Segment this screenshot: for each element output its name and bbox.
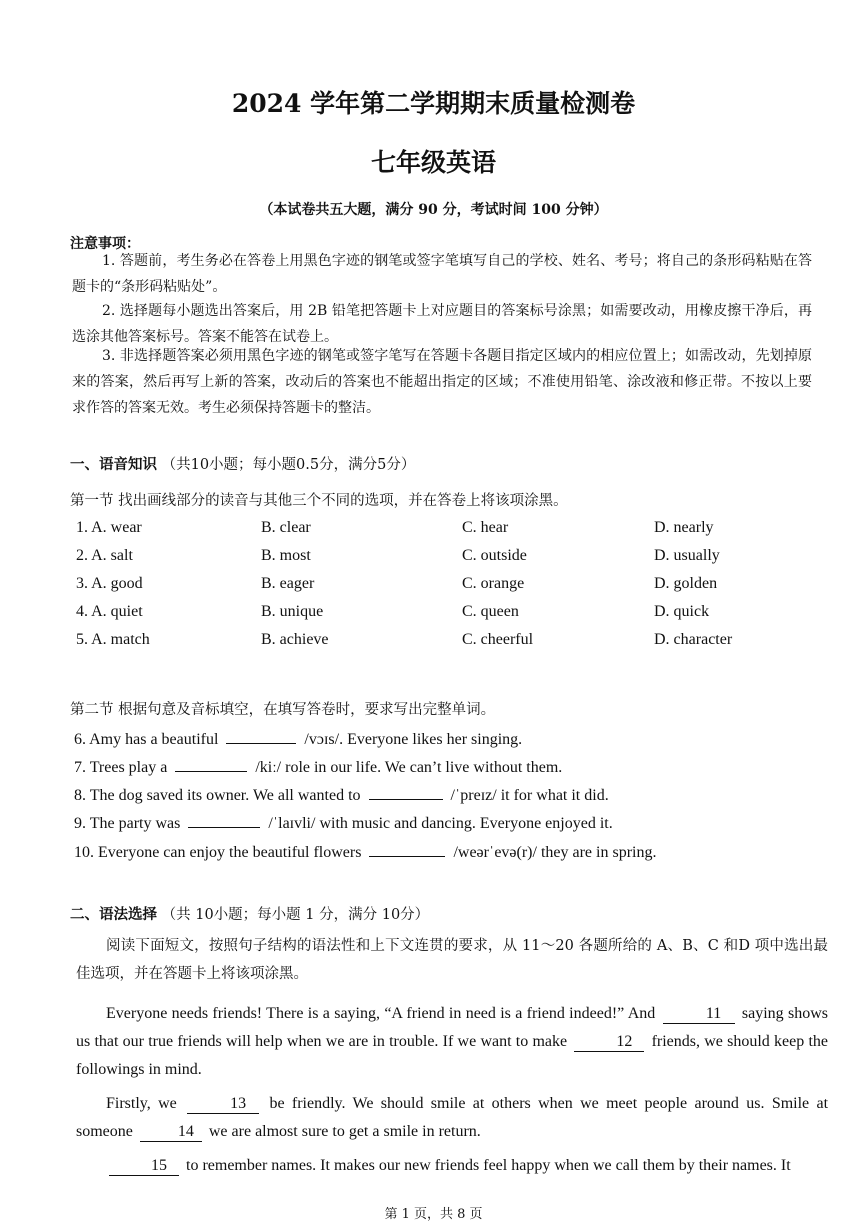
blank-13: 13 xyxy=(187,1095,259,1114)
option-d: D. quick xyxy=(654,603,710,620)
option-b: B. achieve xyxy=(261,631,329,648)
answer-blank xyxy=(188,813,260,828)
note-item-1: 1. 答题前，考生务必在答卷上用黑色字迹的钢笔或签字笔填写自己的学校、姓名、考号；将自己的条形码粘贴在答题卡的“条形码粘贴处”。 xyxy=(72,253,812,295)
fill-item-phonetic: /weərˈevə(r)/ they are in spring. xyxy=(453,844,657,861)
option-c: C. hear xyxy=(462,519,509,536)
section1-info: （共10小题；每小题0.5分，满分5分） xyxy=(161,457,416,473)
option-c: C. cheerful xyxy=(462,631,534,648)
passage-text: be friendly. We should smile at others when we meet people around us. Smile at someone xyxy=(76,1095,829,1140)
fill-item xyxy=(74,785,609,805)
fill-item-text: 9. The party was xyxy=(74,815,181,832)
note-item-3: 3. 非选择题答案必须用黑色字迹的钢笔或签字笔写在答题卡各题目指定区域内的相应位置上；如需改动，先划掉原来的答案，然后再写上新的答案，改动后的答案也不能超出指定的区域；不准使用铅笔、涂改液和修正带。不按以上要求作答的答案无效。考生必须保持答题卡的整洁。 xyxy=(72,348,812,416)
option-a: 5. A. match xyxy=(76,631,150,648)
fill-item-phonetic: /ˈlaɪvli/ with music and dancing. Everyone enjoyed it. xyxy=(268,815,613,832)
passage-text: Firstly, we xyxy=(106,1095,177,1112)
exam-subject: 七年级英语 xyxy=(370,148,496,177)
part2-heading: 第二节 根据句意及音标填空，在填写答卷时，要求写出完整单词。 xyxy=(70,702,496,718)
option-d: D. nearly xyxy=(654,519,714,536)
blank-11: 11 xyxy=(663,1005,735,1024)
option-c: C. orange xyxy=(462,575,525,592)
fill-item xyxy=(74,813,613,833)
blank-12: 12 xyxy=(574,1033,644,1052)
option-d: D. character xyxy=(654,631,733,648)
answer-blank xyxy=(369,842,445,857)
section2-title: 二、语法选择 xyxy=(70,906,157,923)
option-a: 3. A. good xyxy=(76,575,143,592)
section1-heading xyxy=(70,453,415,474)
option-c: C. queen xyxy=(462,603,519,620)
section1-title: 一、语音知识 xyxy=(70,456,157,473)
option-b: B. most xyxy=(261,547,311,564)
fill-item-text: 8. The dog saved its owner. We all wanted to xyxy=(74,787,361,804)
part1-heading: 第一节 找出画线部分的读音与其他三个不同的选项，并在答卷上将该项涂黑。 xyxy=(70,493,568,509)
passage-text: we are almost sure to get a smile in return. xyxy=(208,1123,481,1140)
blank-14: 14 xyxy=(140,1123,202,1142)
notes-heading: 注意事项： xyxy=(70,236,140,252)
page-number: 第 1 页，共 8 页 xyxy=(384,1207,483,1222)
fill-item-phonetic: /vɔɪs/. Everyone likes her singing. xyxy=(304,731,523,748)
fill-item-text: 7. Trees play a xyxy=(74,759,168,776)
passage-text: saying shows us that our true friends will help when we are in trouble. If we want to make xyxy=(76,1005,829,1050)
option-a: 2. A. salt xyxy=(76,547,133,564)
answer-blank xyxy=(226,729,296,744)
option-a: 1. A. wear xyxy=(76,519,142,536)
section2-info: （共 10小题；每小题 1 分，满分 10分） xyxy=(161,907,430,923)
passage-paragraph-3 xyxy=(76,1152,828,1180)
section2-instruction: 阅读下面短文，按照句子结构的语法性和上下文连贯的要求，从 11～20 各题所给的 A、B、C 和D 项中选出最佳选项，并在答题卡上将该项涂黑。 xyxy=(76,938,828,982)
option-a: 4. A. quiet xyxy=(76,603,143,620)
exam-info: （本试卷共五大题，满分 90 分，考试时间 100 分钟） xyxy=(259,202,608,218)
fill-item-text: 10. Everyone can enjoy the beautiful flowers xyxy=(74,844,362,861)
option-c: C. outside xyxy=(462,547,527,564)
section2-heading xyxy=(70,903,429,924)
passage-text: friends, we should keep the followings in mind. xyxy=(76,1033,829,1078)
option-d: D. usually xyxy=(654,547,720,564)
option-b: B. unique xyxy=(261,603,324,620)
passage-text: Everyone needs friends! There is a saying, “A friend in need is a friend indeed!” And xyxy=(106,1005,656,1022)
passage-text: to remember names. It makes our new friends feel happy when we call them by their names. It xyxy=(186,1157,791,1174)
option-b: B. eager xyxy=(261,575,315,592)
fill-item-text: 6. Amy has a beautiful xyxy=(74,731,219,748)
passage-paragraph-1 xyxy=(76,1000,828,1084)
fill-item-phonetic: /kiː/ role in our life. We can’t live without them. xyxy=(255,759,563,776)
option-d: D. golden xyxy=(654,575,718,592)
exam-title: 2024 学年第二学期期末质量检测卷 xyxy=(231,89,636,118)
fill-item xyxy=(74,729,522,749)
answer-blank xyxy=(175,757,247,772)
blank-15: 15 xyxy=(109,1157,179,1176)
option-b: B. clear xyxy=(261,519,311,536)
fill-item xyxy=(74,757,562,777)
passage-paragraph-2 xyxy=(76,1090,828,1146)
answer-blank xyxy=(369,785,443,800)
fill-item xyxy=(74,842,656,862)
note-item-2: 2. 选择题每小题选出答案后，用 2B 铅笔把答题卡上对应题目的答案标号涂黑；如需要改动，用橡皮擦干净后，再选涂其他答案标号。答案不能答在试卷上。 xyxy=(72,303,812,345)
fill-item-phonetic: /ˈpreɪz/ it for what it did. xyxy=(450,787,609,804)
